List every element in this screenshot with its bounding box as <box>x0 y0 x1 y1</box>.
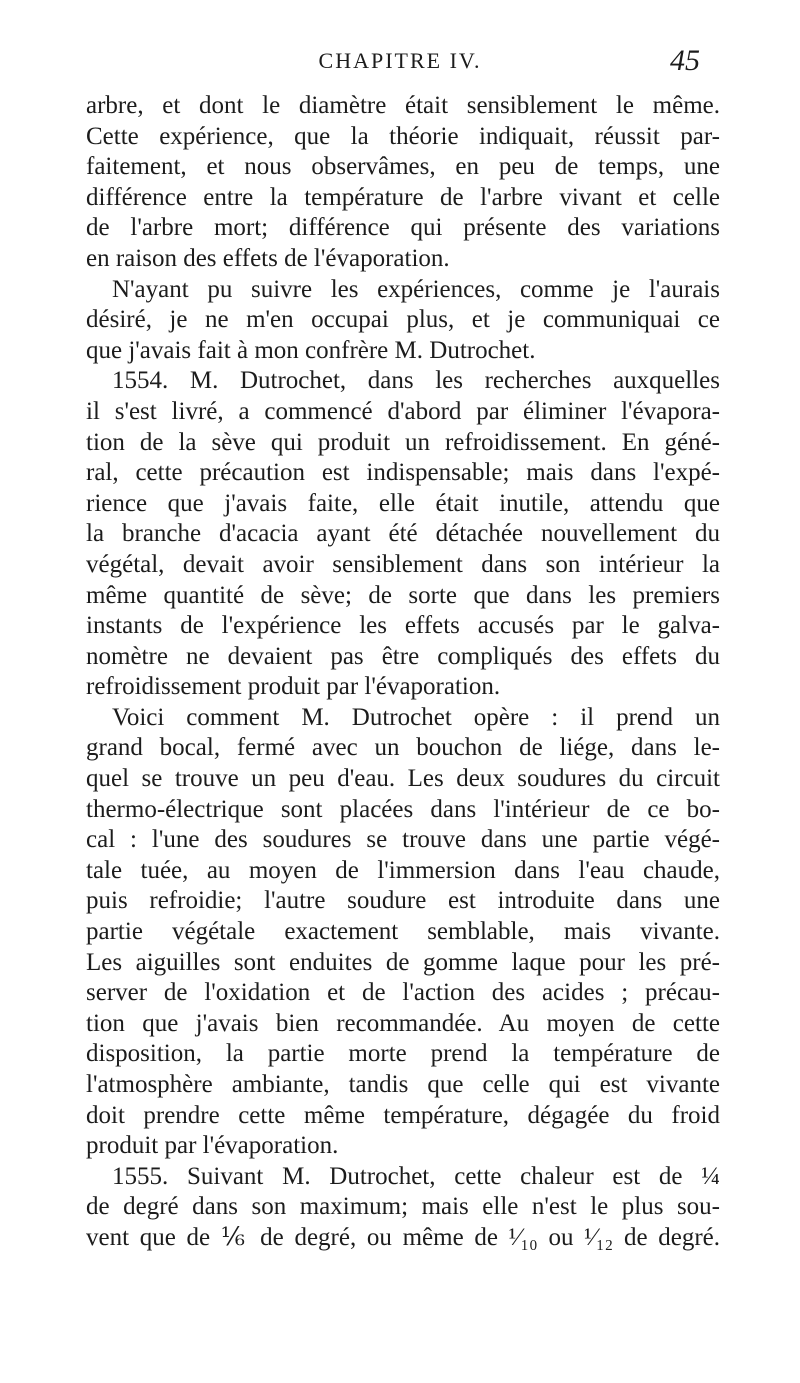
text-line: 1554. M. Dutrochet, dans les recherches auxquelles <box>112 367 720 395</box>
text-line: arbre, et dont le diamètre était sensiblement le même. <box>86 92 720 119</box>
text-line: il s'est livré, a commencé d'abord par éliminer l'évapora- <box>86 397 720 425</box>
text-line: nomètre ne devaient pas être compliqués des effets du <box>86 642 720 670</box>
text-line: ral, cette précaution est indispensable; mais dans l'expé- <box>86 459 720 487</box>
text-line: produit par l'évaporation. <box>86 1132 339 1160</box>
text-line: thermo-électrique sont placées dans l'intérieur de ce bo- <box>86 795 720 823</box>
text-line: cal : l'une des soudures se trouve dans une partie végé- <box>86 826 720 854</box>
text-line: Cette expérience, que la théorie indiquait, réussit par- <box>86 122 720 150</box>
text-line: désiré, je ne m'en occupai plus, et je communiquai ce <box>86 306 720 334</box>
text-line: refroidissement produit par l'évaporation. <box>86 673 501 701</box>
running-head <box>0 44 800 84</box>
text-line: rience que j'avais faite, elle était inutile, attendu que <box>86 489 720 517</box>
text-line: tale tuée, au moyen de l'immersion dans l'eau chaude, <box>86 856 720 884</box>
text-line: instants de l'expérience les effets accusés par le galva- <box>86 612 720 640</box>
text-line: partie végétale exactement semblable, mais vivante. <box>86 918 720 946</box>
text-line: Voici comment M. Dutrochet opère : il prend un <box>112 703 720 731</box>
text-line: tion de la sève qui produit un refroidissement. En géné- <box>86 428 720 456</box>
text-line: la branche d'acacia ayant été détachée nouvellement du <box>86 520 720 548</box>
text-line: 1555. Suivant M. Dutrochet, cette chaleur est de ¼ <box>112 1162 720 1190</box>
text-line: quel se trouve un peu d'eau. Les deux soudures du circuit <box>86 765 720 793</box>
text-line: faitement, et nous observâmes, en peu de temps, une <box>86 153 720 181</box>
text-line: puis refroidie; l'autre soudure est introduite dans une <box>86 887 720 915</box>
text-line: l'atmosphère ambiante, tandis que celle qui est vivante <box>86 1071 720 1098</box>
text-line: différence entre la température de l'arbre vivant et celle <box>86 183 720 211</box>
text-line: que j'avais fait à mon confrère M. Dutrochet. <box>86 336 536 364</box>
body-text <box>86 91 720 1254</box>
text-line: server de l'oxidation et de l'action des acides ; précau- <box>86 979 720 1007</box>
text-line: doit prendre cette même température, dégagée du froid <box>86 1101 720 1129</box>
page-number: 45 <box>670 44 700 77</box>
text-line: même quantité de sève; de sorte que dans les premiers <box>86 581 720 609</box>
text-line: disposition, la partie morte prend la température de <box>86 1040 720 1068</box>
text-line: vent que de ⅙ de degré, ou même de ¹⁄₁₀ ou ¹⁄₁₂ de degré. <box>86 1223 720 1251</box>
text-line: Les aiguilles sont enduites de gomme laque pour les pré- <box>86 948 720 976</box>
text-line: N'ayant pu suivre les expériences, comme je l'aurais <box>112 275 720 303</box>
text-line: tion que j'avais bien recommandée. Au moyen de cette <box>86 1009 720 1037</box>
chapter-title: CHAPITRE IV. <box>318 48 482 73</box>
text-line: de degré dans son maximum; mais elle n'est le plus sou- <box>86 1193 720 1221</box>
text-line: grand bocal, fermé avec un bouchon de liége, dans le- <box>86 734 720 762</box>
text-line: de l'arbre mort; différence qui présente des variations <box>86 214 720 242</box>
text-line: végétal, devait avoir sensiblement dans son intérieur la <box>86 550 720 578</box>
text-line: en raison des effets de l'évaporation. <box>86 244 450 272</box>
